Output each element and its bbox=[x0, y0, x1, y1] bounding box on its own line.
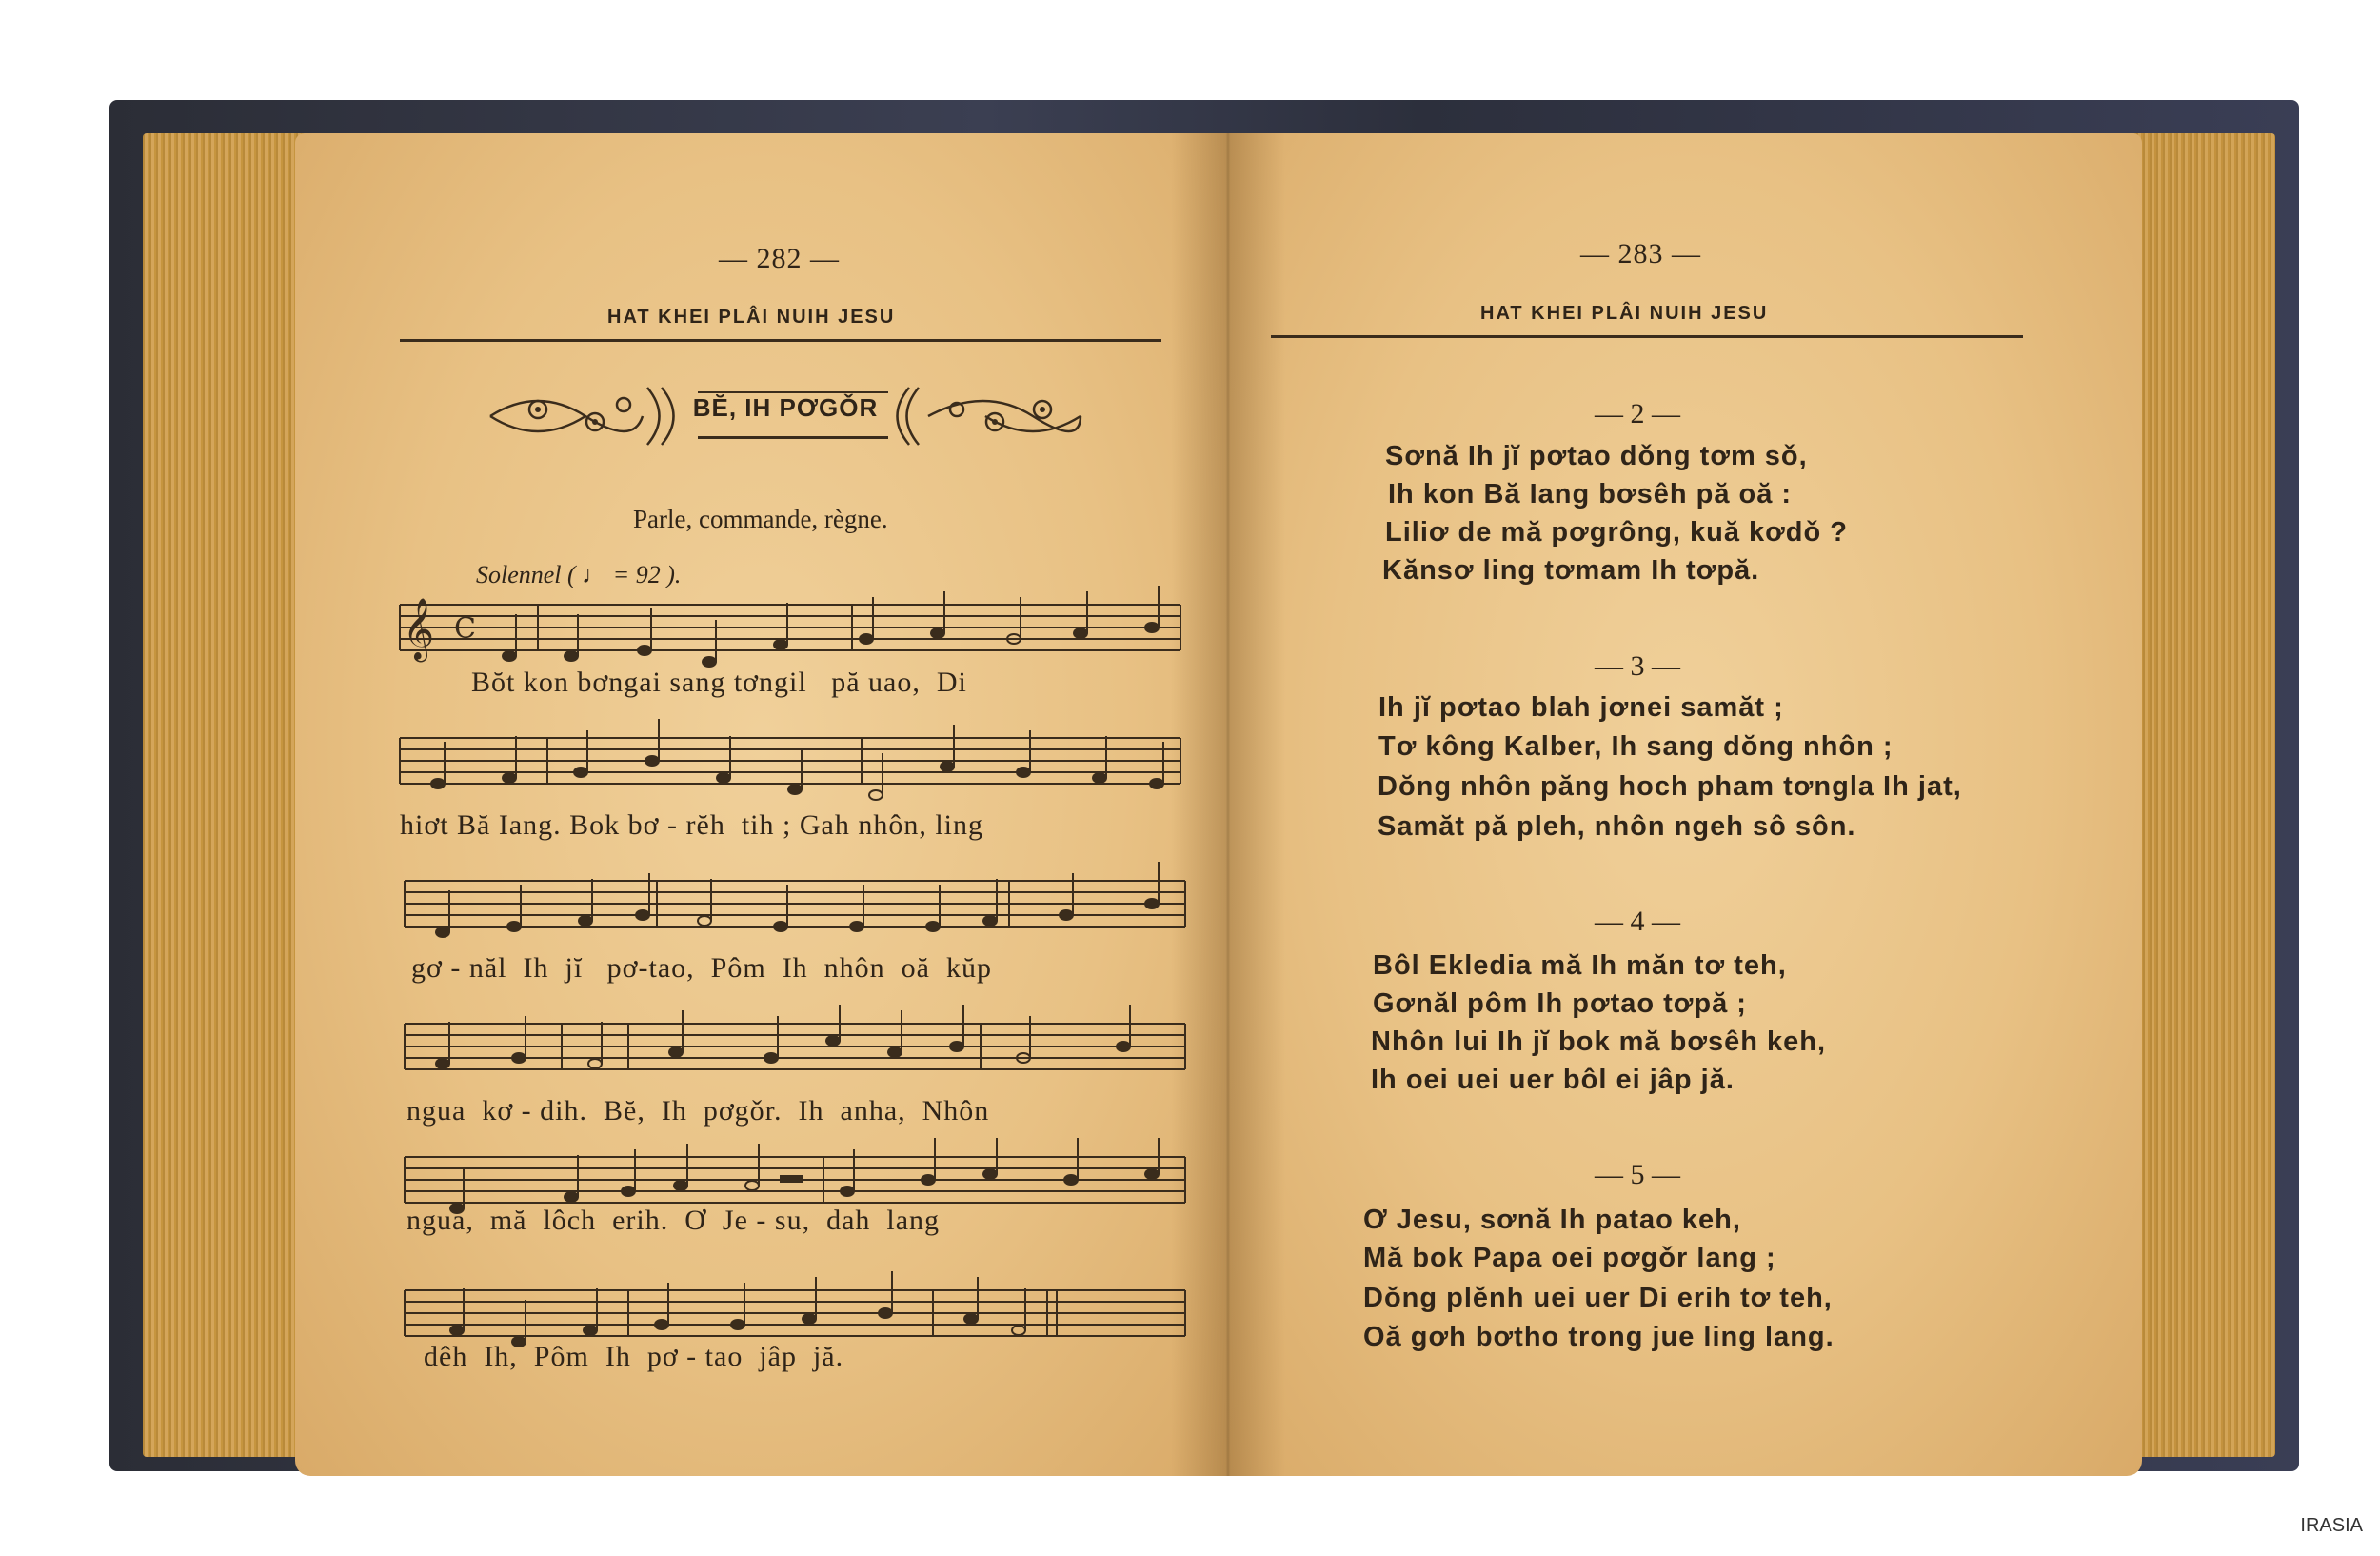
left-page-number: — 282 — bbox=[719, 243, 840, 274]
verse-5-line-4: Oă gơh bơtho trong jue ling lang. bbox=[1363, 1322, 1835, 1352]
verse-3-line-2: Tơ kông Kalber, Ih sang dŏng nhôn ; bbox=[1378, 731, 1894, 762]
left-header-rule bbox=[400, 339, 1161, 342]
right-header-rule bbox=[1271, 335, 2023, 338]
lyric-line-6: dêh Ih, Pôm Ih pơ - tao jâp jă. bbox=[424, 1341, 844, 1372]
music-staff-4 bbox=[400, 1005, 1190, 1100]
verse-4-line-3: Nhôn lui Ih jĭ bok mă bơsêh keh, bbox=[1371, 1027, 1827, 1057]
verse-number-5: — 5 — bbox=[1595, 1159, 1680, 1190]
lyric-line-1: Bŏt kon bơngai sang tơngil pă uao, Di bbox=[471, 667, 967, 698]
verse-2-line-2: Ih kon Bă Iang bơsêh pă oă : bbox=[1388, 479, 1793, 509]
right-page-number: — 283 — bbox=[1580, 238, 1701, 269]
verse-4-line-4: Ih oei uei uer bôl ei jâp jă. bbox=[1371, 1065, 1735, 1095]
verse-5-line-1: Ơ Jesu, sơnă Ih patao keh, bbox=[1363, 1205, 1741, 1235]
lyric-line-3: gơ - năl Ih jĭ pơ-tao, Pôm Ih nhôn oă kŭp bbox=[411, 952, 992, 984]
lyric-line-2: hiơt Bă Iang. Bok bơ - rĕh tih ; Gah nhôn, ling bbox=[400, 809, 983, 841]
verse-4-line-1: Bôl Ekledia mă Ih măn tơ teh, bbox=[1373, 950, 1787, 981]
verse-2-line-1: Sơnă Ih jĭ pơtao dǒng tơm sǒ, bbox=[1385, 441, 1808, 471]
verse-3-line-3: Dŏng nhôn păng hoch pham tơngla Ih jat, bbox=[1378, 771, 1962, 802]
svg-text:𝄞: 𝄞 bbox=[403, 598, 435, 660]
lyric-line-4: ngua kơ - dih. Bĕ, Ih pơgǒr. Ih anha, Nhôn bbox=[407, 1095, 990, 1127]
tempo-marking: Solennel ( ♩ = 92 ). bbox=[476, 561, 682, 588]
left-running-header: HAT KHEI PLÂI NUIH JESU bbox=[607, 307, 896, 328]
lyric-line-5: ngua, mă lôch erih. Ơ Je - su, dah lang bbox=[407, 1205, 941, 1236]
verse-5-line-3: Dŏng plĕnh uei uer Di erih tơ teh, bbox=[1363, 1283, 1833, 1313]
verse-3-line-4: Samăt pă pleh, nhôn ngeh sô sôn. bbox=[1378, 811, 1856, 842]
music-staff-2 bbox=[395, 719, 1185, 814]
watermark: IRASIA bbox=[2300, 1515, 2363, 1536]
right-running-header: HAT KHEI PLÂI NUIH JESU bbox=[1480, 303, 1769, 324]
verse-number-2: — 2 — bbox=[1595, 398, 1680, 429]
verse-3-line-1: Ih jĭ pơtao blah jơnei samăt ; bbox=[1378, 692, 1784, 723]
verse-2-line-3: Liliơ de mă pơgrông, kuă kơdǒ ? bbox=[1385, 517, 1848, 548]
svg-text:C: C bbox=[454, 612, 476, 646]
verse-number-4: — 4 — bbox=[1595, 906, 1680, 937]
verse-4-line-2: Gơnăl pôm Ih pơtao tơpă ; bbox=[1373, 988, 1747, 1019]
verse-number-3: — 3 — bbox=[1595, 650, 1680, 682]
music-staff-3 bbox=[400, 862, 1190, 957]
right-page-edges bbox=[2123, 133, 2275, 1457]
verse-2-line-4: Kănsơ ling tơmam Ih tơpă. bbox=[1382, 555, 1760, 586]
hymn-title: BĔ, IH PƠGǑR bbox=[692, 393, 879, 422]
verse-5-line-2: Mă bok Papa oei pơgǒr lang ; bbox=[1363, 1243, 1776, 1273]
hymn-subtitle: Parle, commande, règne. bbox=[633, 505, 888, 533]
